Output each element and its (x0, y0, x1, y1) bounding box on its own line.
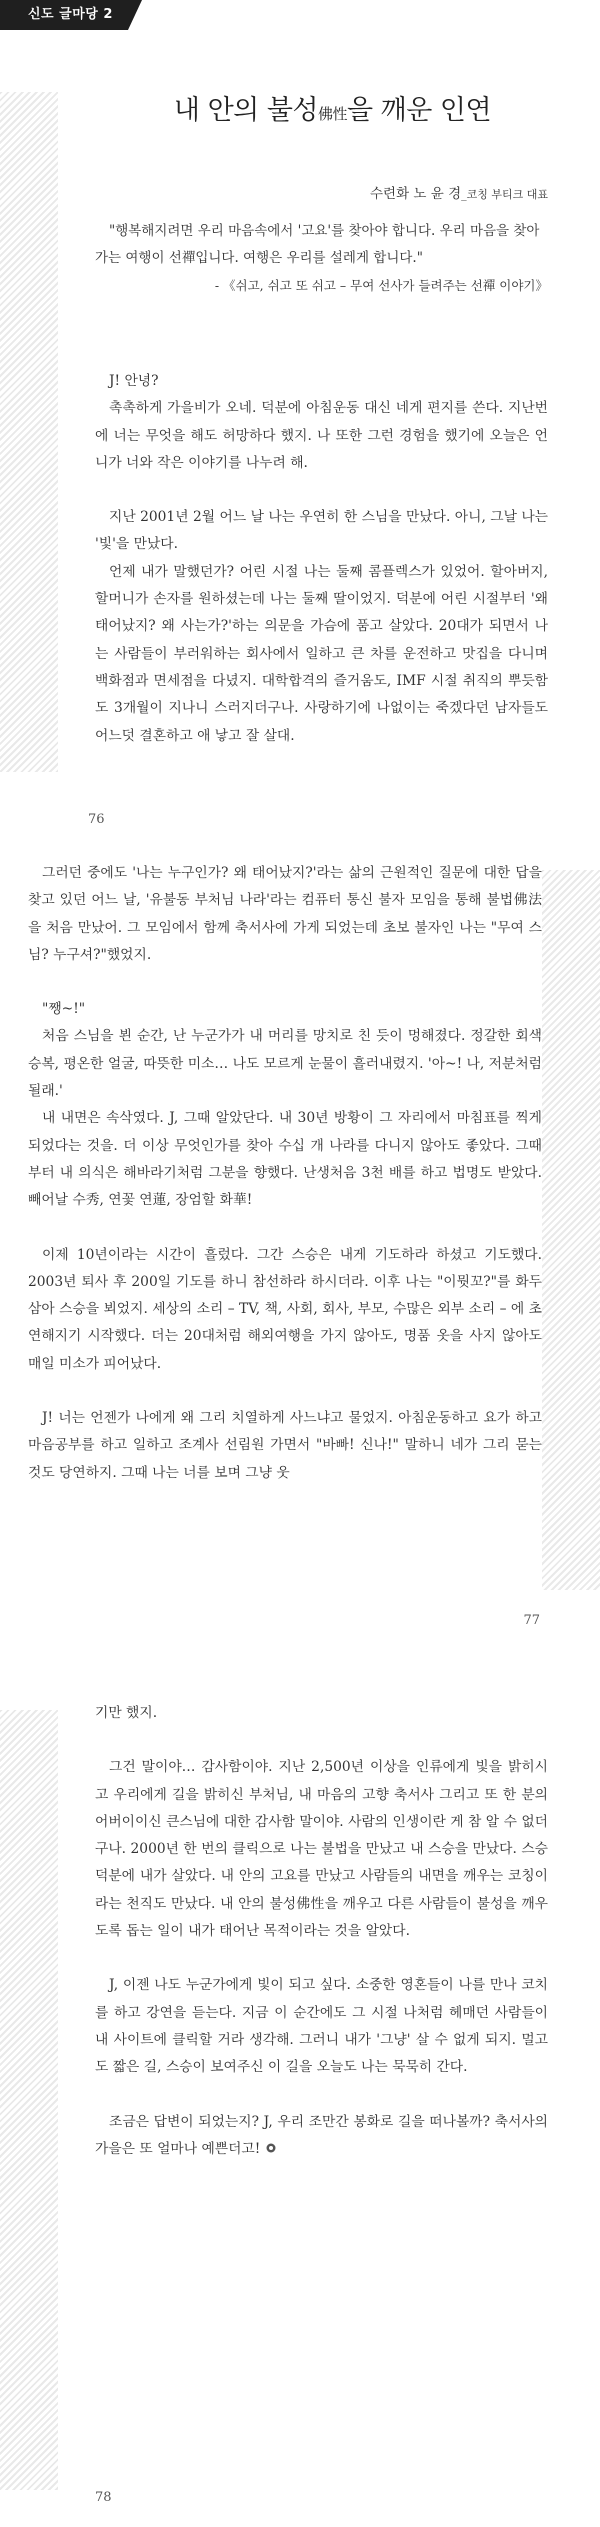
epigraph (95, 218, 548, 299)
paragraph: 그러던 중에도 '나는 누구인가? 왜 태어났지?'라는 삶의 근원적인 질문에 대한 답을 찾고 있던 어느 날, '유불동 부처님 나라'라는 컴퓨터 통신 불자 모임을 통해 불법佛法을 처음 만났어. 그 모임에서 함께 축서사에 가게 되었는데 초보 불자인 나는 "무여 스님? 누구셔?"했었지. (28, 865, 542, 963)
paragraph: J! 안녕? (109, 373, 159, 389)
page-78 (0, 1680, 600, 2527)
end-mark-icon (265, 2142, 277, 2154)
page-76 (0, 0, 600, 830)
decorative-stripe (0, 1710, 58, 2490)
decorative-stripe (0, 92, 58, 772)
paragraph: 기만 했지. (95, 1705, 158, 1721)
paragraph (95, 2109, 548, 2164)
paragraph: 처음 스님을 뵌 순간, 난 누군가가 내 머리를 망치로 친 듯이 멍해졌다. 정갈한 회색 승복, 평온한 얼굴, 따뜻한 미소… 나도 모르게 눈물이 흘러내렸지. '아~! 나, 저분처럼 될래.' (28, 1028, 542, 1100)
article-title (95, 88, 570, 127)
paragraph: "쨍~!" (42, 1001, 86, 1018)
epigraph-source: - 《쉬고, 쉬고 또 쉬고 – 무여 선사가 들려주는 선禪 이야기》 (214, 278, 548, 293)
paragraph: 이제 10년이라는 시간이 흘렀다. 그간 스승은 내게 기도하라 하셨고 기도했다. 2003년 퇴사 후 200일 기도를 하니 참선하라 하시더라. 이후 나는 "이뭣꼬?"를 화두 삼아 스승을 뵈었지. 세상의 소리 – TV, 책, 사회, 회사, 부모, 수많은 외부 소리 – 에 초연해지기 시작했다. 더는 20대처럼 해외여행을 가지 않아도, 명품 옷을 사지 않아도 매일 미소가 피어났다. (28, 1246, 542, 1372)
epigraph-text: "행복해지려면 우리 마음속에서 '고요'를 찾아야 합니다. 우리 마음을 찾아가는 여행이 선禪입니다. 여행은 우리를 설레게 합니다." (95, 223, 540, 266)
title-main-after: 을 깨운 인연 (347, 95, 492, 126)
paragraph: 지난 2001년 2월 어느 날 나는 우연히 한 스님을 만났다. 아니, 그날 나는 '빛'을 만났다. (95, 509, 548, 553)
title-hanja: 佛性 (317, 105, 347, 123)
section-tab: 신도 글마당 2 (0, 0, 128, 30)
page-77 (0, 830, 600, 1680)
paragraph: 내 내면은 속삭였다. J, 그때 알았단다. 내 30년 방황이 그 자리에서 마침표를 찍게 되었다는 것을. 더 이상 무엇인가를 찾아 수십 개 나라를 다니지 않아도 좋았다. 그때부터 내 의식은 해바라기처럼 그분을 향했다. 난생처음 3천 배를 하고 법명도 받았다. 빼어날 수秀, 연꽃 연蓮, 장엄할 화華! (28, 1110, 542, 1209)
page-78-body (95, 1700, 548, 2163)
paragraph: 언제 내가 말했던가? 어린 시절 나는 둘째 콤플렉스가 있었어. 할아버지, 할머니가 손자를 원하셨는데 나는 둘째 딸이었지. 덕분에 어린 시절부터 '왜 태어났지? 왜 사는가?'하는 의문을 가슴에 품고 살았다. 20대가 되면서 나는 사람들이 부러워하는 회사에서 일하고 큰 차를 운전하고 맛집을 다니며 백화점과 면세점을 다녔지. 대학합격의 즐거움도, IMF 시절 취직의 뿌듯함도 3개월이 지나니 스러지더구나. 사랑하기에 나없이는 죽겠다던 남자들도 어느덧 결혼하고 애 낳고 잘 살대. (95, 563, 548, 744)
author-role: _코칭 부티크 대표 (461, 188, 548, 201)
paragraph: J, 이젠 나도 누군가에게 빛이 되고 싶다. 소중한 영혼들이 나를 만나 코치를 하고 강연을 듣는다. 지금 이 순간에도 그 시절 나처럼 헤매던 사람들이 내 사이트에 클릭할 거라 생각해. 그러니 내가 '그냥' 살 수 없게 되지. 멀고도 짧은 길, 스승이 보여주신 이 길을 오늘도 나는 묵묵히 간다. (95, 1977, 548, 2076)
title-main-before: 내 안의 불성 (173, 95, 318, 126)
paragraph: 촉촉하게 가을비가 오네. 덕분에 아침운동 대신 네게 편지를 쓴다. 지난번에 너는 무엇을 해도 허망하다 했지. 나 또한 그런 경험을 했기에 오늘은 언니가 너와 작은 이야기를 나누려 해. (95, 400, 548, 471)
page-number: 77 (523, 1613, 540, 1628)
paragraph: 그건 말이야… 감사함이야. 지난 2,500년 이상을 인류에게 빛을 밝히시고 우리에게 길을 밝히신 부처님, 내 마음의 고향 축서사 그리고 또 한 분의 어버이이신 큰스님에 대한 감사함 말이야. 사람의 인생이란 게 참 알 수 없더구나. 2000년 한 번의 클릭으로 나는 불법을 만났고 내 스승을 만났다. 스승 덕분에 내가 살았다. 내 안의 고요를 만났고 사람들의 내면을 깨우는 코칭이라는 천직도 만났다. 내 안의 불성佛性을 깨우고 다른 사람들이 불성을 깨우도록 돕는 일이 내가 태어난 목적이라는 것을 알았다. (95, 1759, 548, 1940)
page-number: 78 (95, 2490, 112, 2505)
closing-text: 조금은 답변이 되었는지? J, 우리 조만간 봉화로 길을 떠나볼까? 축서사의 가을은 또 얼마나 예쁜더고! (95, 2113, 548, 2157)
page-77-body (28, 860, 542, 1487)
paragraph: J! 너는 언젠가 나에게 왜 그리 치열하게 사느냐고 물었지. 아침운동하고 요가 하고 마음공부를 하고 일하고 조계사 선림원 가면서 "바빠! 신나!" 말하니 네가 그리 묻는 것도 당연하지. 그때 나는 너를 보며 그냥 웃 (28, 1410, 542, 1481)
page-number: 76 (88, 812, 105, 827)
page-76-body (95, 368, 548, 750)
decorative-stripe (542, 870, 600, 1590)
author-name: 수련화 노 윤 경 (370, 186, 462, 202)
author-line (370, 182, 548, 202)
